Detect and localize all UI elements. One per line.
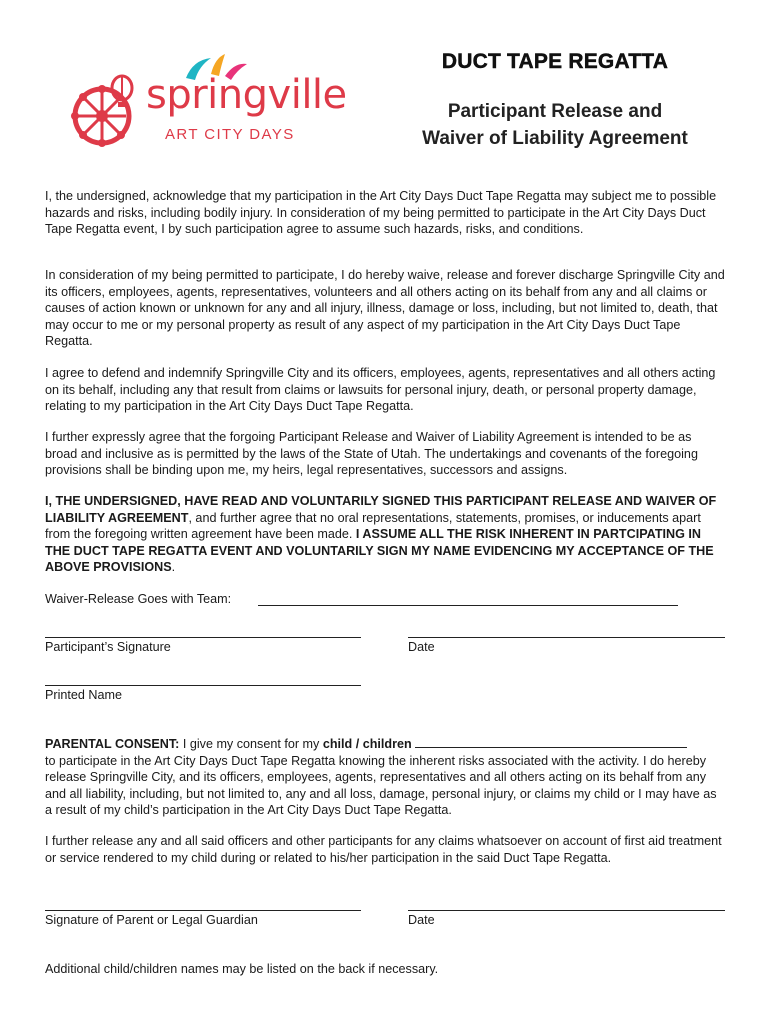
acceptance-normal: , and further agree that no oral representations, statements, promises, or inducements apart from the foregoing written agreement have been made. (45, 510, 701, 542)
team-name-field[interactable] (258, 605, 678, 606)
child-children-label: child / children (322, 737, 412, 751)
printed-name-field[interactable] (45, 685, 361, 686)
paragraph-scope: I further expressly agree that the forgoing Participant Release and Waiver of Liability Agreement is intended to be as broad and inclusive as is permitted by the laws of the State of Utah. The undertakings and covenants of the foregoing provisions shall be binding upon me, my heirs, legal representatives, successors and assigns. (45, 430, 698, 478)
paragraph-acceptance (45, 493, 727, 576)
date-label-1: Date (408, 640, 435, 654)
printed-name-label: Printed Name (45, 688, 122, 702)
springville-logo (66, 56, 346, 156)
acceptance-bold-2: I ASSUME ALL THE RISK INHERENT IN PARTCIPATING IN THE DUCT TAPE REGATTA EVENT AND VOLUNTARILY SIGN MY NAME EVIDENCING MY ACCEPTANCE OF THE ABOVE PROVISIONS (45, 527, 714, 575)
guardian-signature-label: Signature of Parent or Legal Guardian (45, 913, 258, 927)
parental-consent-label: PARENTAL CONSENT: (45, 737, 180, 751)
document-title: DUCT TAPE REGATTA (441, 50, 669, 73)
logo-wordmark: springville (146, 72, 347, 118)
paragraph-parental-consent (45, 736, 727, 819)
guardian-signature-field[interactable] (45, 910, 361, 911)
paragraph-first-aid: I further release any and all said officers and other participants for any claims whatsoever on account of first aid treatment or service rendered to my child during or related to his/her participation in the said Duct Tape Regatta. (45, 834, 722, 865)
title-block (400, 50, 710, 152)
logo-tagline: ART CITY DAYS (165, 126, 295, 143)
parental-release-text: to participate in the Art City Days Duct Tape Regatta knowing the inherent risks associated with the activity. I do hereby release Springville City, and its officers, employees, agents, representatives and all others acting on its behalf from any and all liability, including, but not limited to, any and all loss, damage, personal injury, or claims my child or I may have as a result of my child’s participation in the Art City Days Duct Tape Regatta. (45, 753, 717, 818)
participant-signature-field[interactable] (45, 637, 361, 638)
participant-signature-label: Participant’s Signature (45, 640, 171, 654)
acceptance-bold-1: I, THE UNDERSIGNED, HAVE READ AND VOLUNTARILY SIGNED THIS PARTICIPANT RELEASE AND WAIVER OF LIABILITY AGREEMENT (45, 494, 717, 525)
subtitle-line-2: Waiver of Liability Agreement (422, 128, 688, 149)
team-label: Waiver-Release Goes with Team: (45, 592, 232, 606)
date-field-1[interactable] (408, 637, 725, 638)
paragraph-indemnify: I agree to defend and indemnify Springville City and its officers, employees, agents, representatives and all others acting on its behalf, including any that result from claims or lawsuits for personal injury, death, or personal property damage, relating to my participation in the Art City Days Duct Tape Regatta. (45, 366, 716, 414)
footer-note: Additional child/children names may be listed on the back if necessary. (45, 962, 439, 976)
date-field-2[interactable] (408, 910, 725, 911)
child-names-field[interactable] (415, 736, 687, 748)
date-label-2: Date (408, 913, 435, 927)
paragraph-acknowledge: I, the undersigned, acknowledge that my participation in the Art City Days Duct Tape Regatta may subject me to possible hazards and risks, including bodily injury. In consideration of my being permitted to participate in the Art City Days Duct Tape Regatta event, I by such participation agree to assume such hazards, risks, and conditions. (45, 189, 717, 237)
acceptance-end: . (171, 560, 176, 575)
subtitle-line-1: Participant Release and (447, 101, 663, 122)
parental-consent-text: I give my consent for my (179, 737, 323, 751)
ferris-wheel-icon (66, 62, 146, 152)
paragraph-release: In consideration of my being permitted to participate, I do hereby waive, release and forever discharge Springville City and its officers, employees, agents, representatives, volunteers and all others acting on its behalf from any and all claims or causes of action known or unknown for any and all injury, illness, damage or loss, including, but not limited to, death, that may occur to me or my personal property as result of any aspect of my participation in the Art City Days Duct Tape Regatta. (45, 268, 725, 349)
document-subtitle (400, 98, 710, 152)
